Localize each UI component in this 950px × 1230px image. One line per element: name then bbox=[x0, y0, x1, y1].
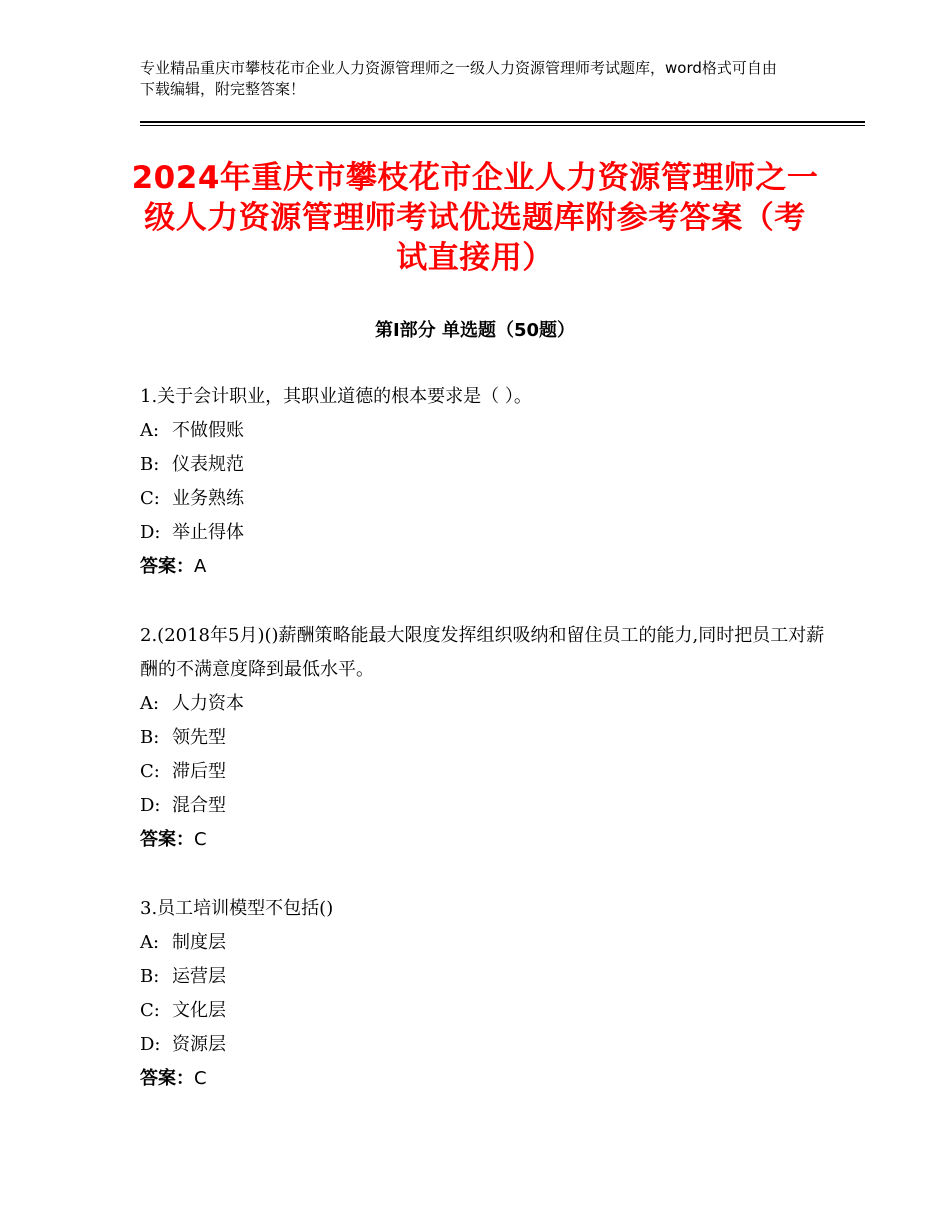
answer-line bbox=[140, 823, 840, 857]
option-letter: A: bbox=[140, 420, 160, 441]
document-title: 2024年重庆市攀枝花市企业人力资源管理师之一级人力资源管理师考试优选题库附参考答案（考试直接用） bbox=[131, 160, 819, 276]
header-note: 专业精品重庆市攀枝花市企业人力资源管理师之一级人力资源管理师考试题库，word格式可自由下载编辑，附完整答案！ bbox=[140, 59, 777, 98]
question-1 bbox=[140, 380, 840, 584]
option-text: 仪表规范 bbox=[172, 454, 244, 475]
option-c bbox=[140, 994, 840, 1028]
question-2 bbox=[140, 619, 840, 857]
option-b bbox=[140, 448, 840, 482]
answer-label: 答案： bbox=[140, 829, 194, 850]
option-letter: B: bbox=[140, 727, 160, 748]
option-d bbox=[140, 1028, 840, 1062]
option-text: 举止得体 bbox=[172, 522, 244, 543]
option-text: 滞后型 bbox=[172, 761, 226, 782]
answer-line bbox=[140, 550, 840, 584]
option-c bbox=[140, 755, 840, 789]
option-letter: D: bbox=[140, 522, 161, 543]
answer-label: 答案： bbox=[140, 556, 194, 577]
question-stem: 3.员工培训模型不包括() bbox=[140, 898, 334, 919]
answer-label: 答案： bbox=[140, 1068, 194, 1089]
option-d bbox=[140, 789, 840, 823]
option-text: 领先型 bbox=[172, 727, 226, 748]
option-letter: B: bbox=[140, 966, 160, 987]
option-b bbox=[140, 721, 840, 755]
option-text: 人力资本 bbox=[172, 693, 244, 714]
option-text: 不做假账 bbox=[172, 420, 244, 441]
option-letter: D: bbox=[140, 795, 161, 816]
header-divider-thin bbox=[140, 125, 865, 126]
option-b bbox=[140, 960, 840, 994]
question-stem: 1.关于会计职业，其职业道德的根本要求是（ ）。 bbox=[140, 386, 532, 407]
option-text: 制度层 bbox=[172, 932, 226, 953]
option-letter: D: bbox=[140, 1034, 161, 1055]
option-text: 资源层 bbox=[172, 1034, 226, 1055]
option-text: 运营层 bbox=[172, 966, 226, 987]
question-3 bbox=[140, 892, 840, 1096]
answer-value: A bbox=[194, 556, 207, 577]
section-heading: 第Ⅰ部分 单选题（50题） bbox=[374, 320, 575, 341]
option-letter: C: bbox=[140, 488, 160, 509]
option-letter: C: bbox=[140, 1000, 160, 1021]
option-d bbox=[140, 516, 840, 550]
option-text: 文化层 bbox=[172, 1000, 226, 1021]
option-letter: A: bbox=[140, 932, 160, 953]
option-letter: C: bbox=[140, 761, 160, 782]
option-letter: B: bbox=[140, 454, 160, 475]
answer-value: C bbox=[194, 1068, 207, 1089]
option-letter: A: bbox=[140, 693, 160, 714]
header-divider-thick bbox=[140, 121, 865, 123]
option-a bbox=[140, 687, 840, 721]
option-c bbox=[140, 482, 840, 516]
question-stem: 2.(2018年5月)()薪酬策略能最大限度发挥组织吸纳和留住员工的能力,同时把员工对薪酬的不满意度降到最低水平。 bbox=[140, 625, 825, 680]
option-text: 混合型 bbox=[172, 795, 226, 816]
option-text: 业务熟练 bbox=[172, 488, 244, 509]
answer-line bbox=[140, 1062, 840, 1096]
option-a bbox=[140, 926, 840, 960]
option-a bbox=[140, 414, 840, 448]
answer-value: C bbox=[194, 829, 207, 850]
